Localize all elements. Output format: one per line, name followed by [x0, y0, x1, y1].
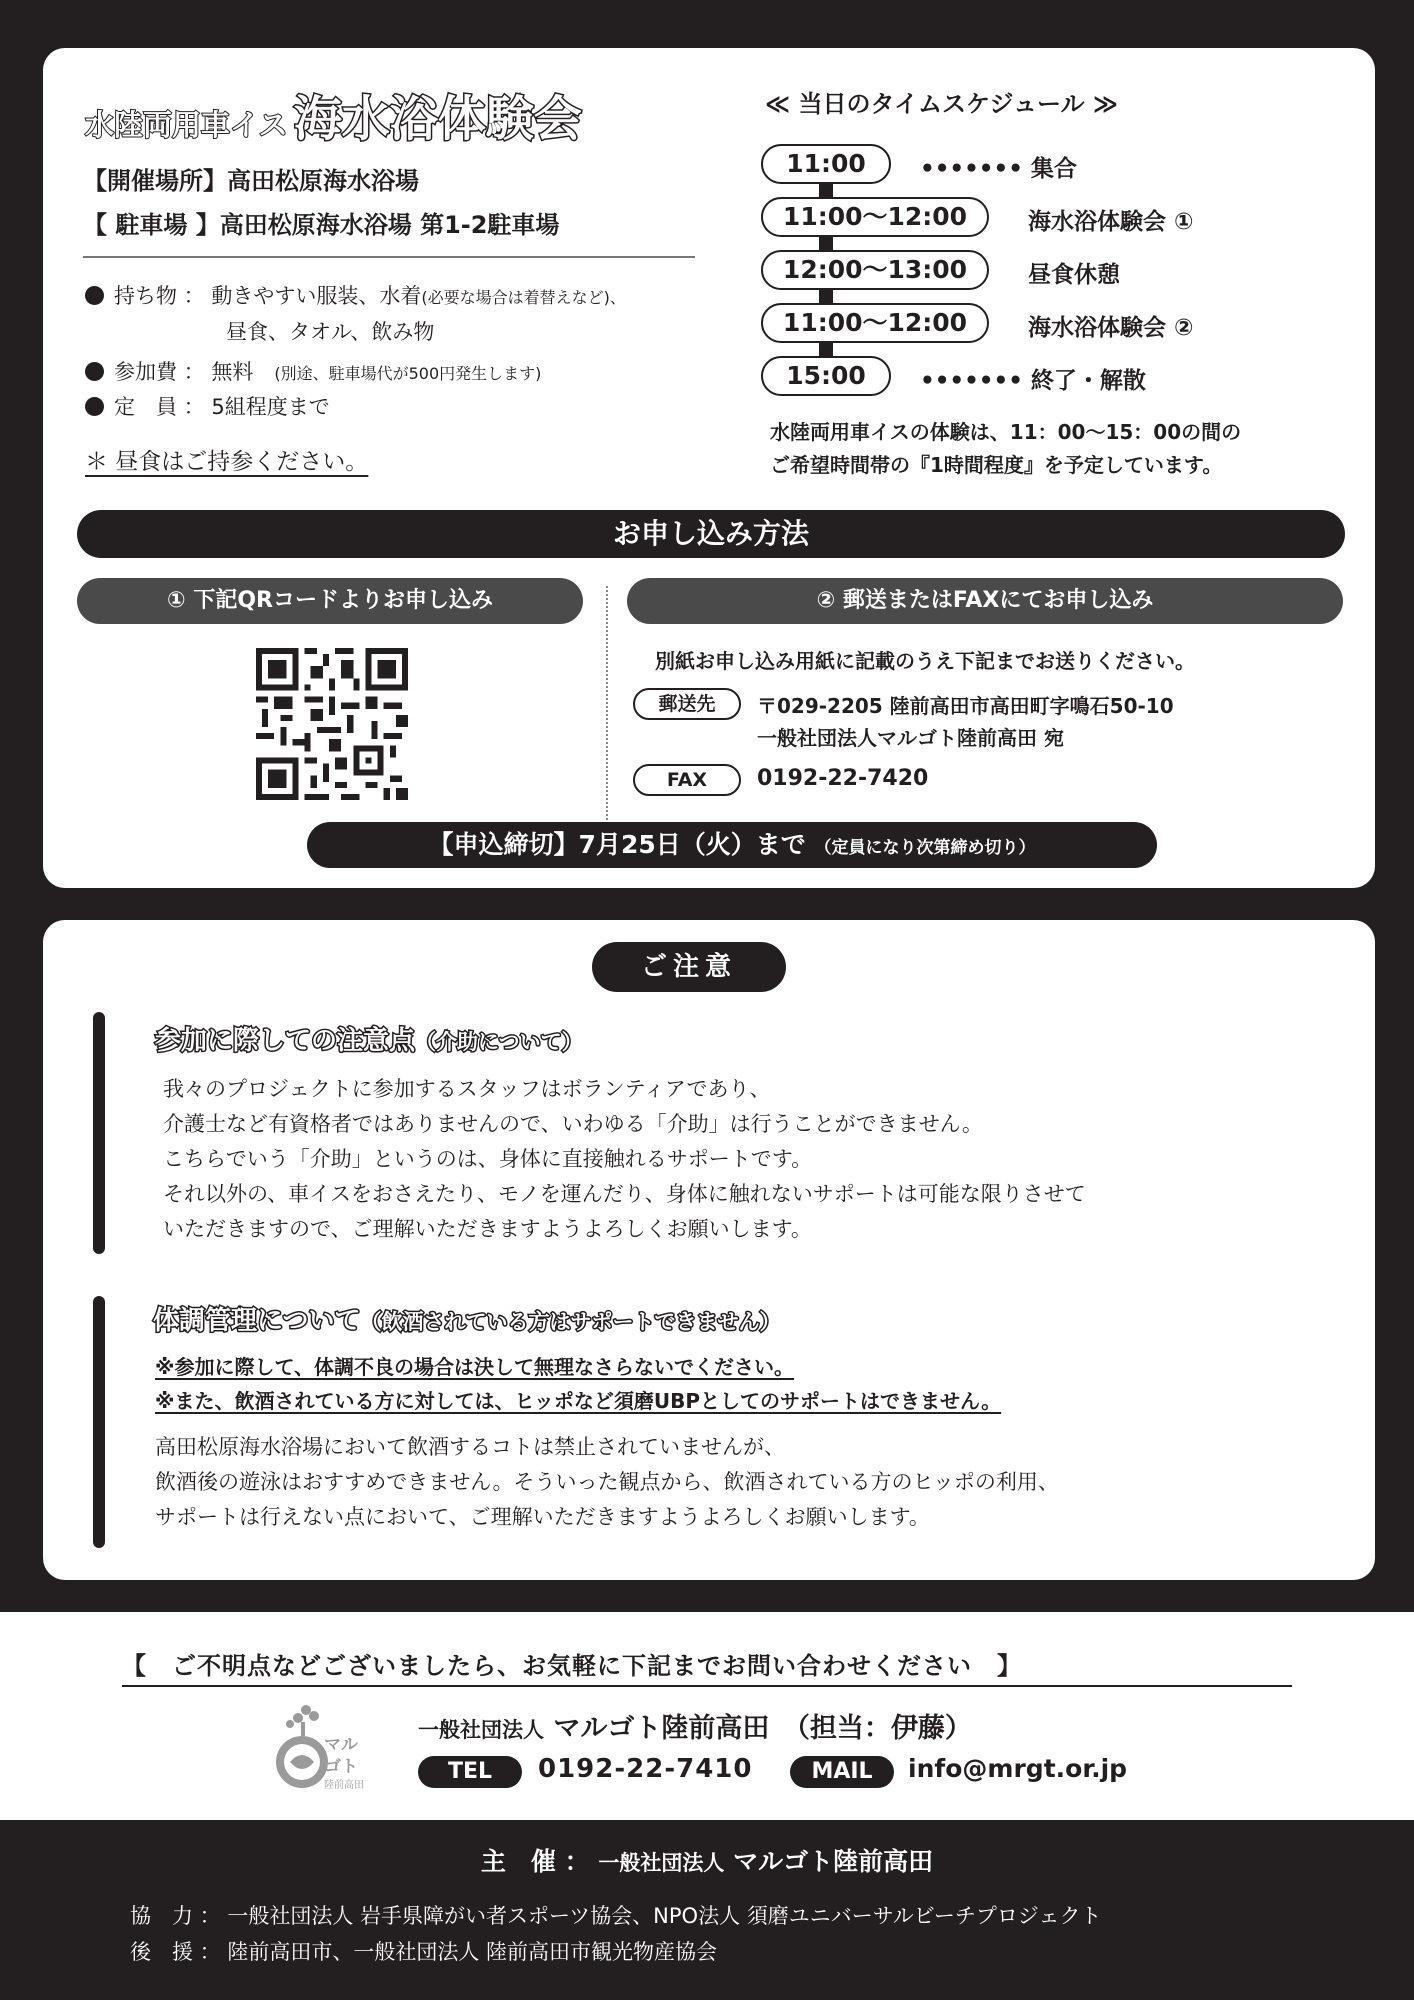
schedule-time: 12:00～13:00: [761, 250, 989, 290]
logo-text: 陸前高田: [324, 1780, 364, 1791]
bullet-dot-icon: [85, 286, 104, 305]
contact-heading: 【 ご不明点などございましたら、お気軽に下記までお問い合わせください 】: [122, 1646, 1292, 1687]
schedule-time: 15:00: [761, 356, 891, 396]
org-name: マルゴト陸前高田 （担当：伊藤）: [553, 1713, 972, 1744]
schedule-activity: 海水浴体験会 ①: [1028, 209, 1194, 235]
schedule-activity: ••••••• 終了・解散: [920, 368, 1146, 394]
schedule-activity: 海水浴体験会 ②: [1028, 315, 1194, 341]
apply-method-header: お申し込み方法: [77, 510, 1345, 558]
schedule-activity: ••••••• 集合: [920, 156, 1077, 182]
event-info-card: [43, 48, 1375, 888]
mail-tag: MAIL: [790, 1756, 894, 1788]
schedule-time: 11:00: [761, 144, 891, 184]
bullet-dot-icon: [85, 397, 104, 416]
note-accent-bar: [93, 1296, 105, 1548]
note-line: それ以外の、車イスをおさえたり、モノを運んだり、身体に触れないサポートは可能な限りさせて: [163, 1182, 1086, 1206]
footer: [0, 1820, 1414, 2000]
qr-code-icon[interactable]: [256, 648, 408, 800]
note-heading-sub: （介助について）: [415, 1030, 583, 1054]
deadline-note: （定員になり次第締め切り）: [814, 838, 1036, 858]
apply-qr-header: ① 下記QRコードよりお申し込み: [77, 578, 583, 624]
org-prefix: 一般社団法人: [418, 1718, 544, 1742]
note-heading-text: 体調管理について: [153, 1306, 361, 1336]
note-line: いただきますので、ご理解いただきますようよろしくお願いします。: [163, 1217, 812, 1241]
logo-text: ゴト: [324, 1757, 358, 1777]
organization-logo: [268, 1700, 378, 1800]
tel-number[interactable]: 0192-22-7410: [538, 1754, 753, 1784]
tel-tag: TEL: [418, 1756, 522, 1788]
schedule-note: [770, 416, 1241, 482]
logo-text: マル: [324, 1735, 358, 1755]
items-text: 持ち物 ： 動きやすい服装、水着: [114, 284, 422, 308]
email-address[interactable]: info@mrgt.or.jp: [908, 1754, 1128, 1783]
support-line: 後 援 ： 陸前高田市、一般社団法人 陸前高田市観光物産協会: [130, 1940, 718, 1964]
parking-line: 【 駐車場 】高田松原海水浴場 第1-2駐車場: [83, 211, 560, 239]
schedule-time: 11:00～12:00: [761, 303, 989, 343]
items-bullet-cont: 昼食、タオル、飲み物: [226, 320, 435, 344]
note-assist-heading: [155, 1020, 583, 1057]
contact-organization: [418, 1706, 972, 1745]
postal-address-line: 〒029-2205 陸前高田市高田町字鳴石50-10: [757, 694, 1174, 718]
postal-address: [757, 690, 1174, 754]
notes-card: [43, 920, 1375, 1580]
capacity-text: 定 員 ： 5組程度まで: [114, 395, 330, 419]
schedule-time: 11:00～12:00: [761, 197, 989, 237]
host-label: 主 催 ：: [480, 1847, 590, 1876]
note-health-body: [155, 1430, 1059, 1535]
event-title-main: 海水浴体験会: [293, 91, 582, 147]
note-line: 飲酒後の遊泳はおすすめできません。そういった観点から、飲酒されている方のヒッポの利用、: [155, 1470, 1059, 1494]
contact-section: [0, 1612, 1414, 1820]
note-line: 高田松原海水浴場において飲酒するコトは禁止されていませんが、: [155, 1435, 785, 1459]
note-line: こちらでいう「介助」というのは、身体に直接触れるサポートです。: [163, 1147, 813, 1171]
note-line: 我々のプロジェクトに参加するスタッフはボランティアであり、: [163, 1077, 771, 1101]
event-title-sub: 水陸両用車イス: [85, 108, 288, 142]
fax-number: 0192-22-7420: [757, 766, 929, 791]
note-line: サポートは行えない点において、ご理解いただきますようよろしくお願いします。: [155, 1505, 930, 1529]
divider: [83, 256, 695, 258]
schedule-note-line: 水陸両用車イスの体験は、11：00～15：00の間の: [770, 420, 1242, 444]
postal-recipient: 一般社団法人マルゴト陸前高田 宛: [757, 726, 1064, 750]
note-assist-body: [163, 1072, 1086, 1247]
postal-tag: 郵送先: [633, 688, 741, 720]
host-name: マルゴト陸前高田: [733, 1847, 934, 1876]
notes-title: ご注意: [592, 942, 786, 992]
host-prefix: 一般社団法人: [598, 1851, 725, 1875]
note-health-heading: [153, 1300, 780, 1337]
fee-text: 参加費 ： 無料: [114, 360, 254, 384]
note-heading-text: 参加に際しての注意点: [155, 1026, 416, 1056]
mail-intro: 別紙お申し込み用紙に記載のうえ下記までお送りください。: [655, 649, 1195, 673]
warning-line: ※また、飲酒されている方に対しては、ヒッポなど須磨UBPとしてのサポートはできません。: [155, 1389, 1002, 1413]
deadline-text: 【申込締切】7月25日（火）まで: [428, 830, 806, 859]
host-line: [0, 1842, 1414, 1878]
fax-tag: FAX: [633, 764, 741, 796]
apply-divider: [606, 586, 608, 848]
schedule-note-line: ご希望時間帯の『1時間程度』を予定しています。: [770, 453, 1223, 477]
venue-line: 【開催場所】高田松原海水浴場: [83, 167, 419, 195]
fee-bullet: [85, 356, 541, 386]
schedule-title: ≪ 当日のタイムスケジュール ≫: [765, 90, 1119, 118]
schedule-activity: 昼食休憩: [1028, 262, 1120, 288]
note-accent-bar: [93, 1012, 105, 1254]
fee-note: (別途、駐車場代が500円発生します): [274, 364, 542, 383]
event-title: [85, 80, 582, 149]
note-line: 介護士など有資格者ではありませんので、いわゆる「介助」は行うことができません。: [163, 1112, 983, 1136]
capacity-bullet: [85, 391, 330, 421]
bullet-dot-icon: [85, 362, 104, 381]
lunch-note: ＊ 昼食はご持参ください。: [85, 449, 369, 475]
warning-line: ※参加に際して、体調不良の場合は決して無理なさらないでください。: [155, 1355, 795, 1379]
cooperation-line: 協 力 ： 一般社団法人 岩手県障がい者スポーツ協会、NPO法人 須磨ユニバーサルビーチプロジェクト: [130, 1904, 1102, 1928]
note-heading-sub: （飲酒されている方はサポートできません）: [360, 1310, 781, 1334]
items-bullet: [85, 280, 626, 310]
deadline-banner: [307, 822, 1157, 868]
items-note: (必要な場合は着替えなど)、: [421, 288, 626, 307]
note-health-warnings: [155, 1350, 1001, 1418]
apply-mail-header: ② 郵送またはFAXにてお申し込み: [627, 578, 1343, 624]
